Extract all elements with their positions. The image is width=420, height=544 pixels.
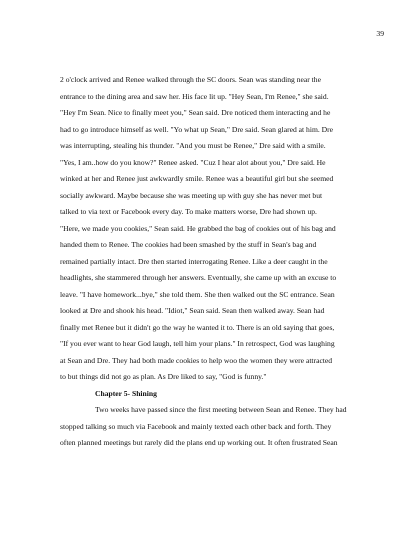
text-line: to but things did not go as plan. As Dre liked to say, "God is funny." <box>60 372 267 381</box>
text-line: often planned meetings but rarely did the plans end up working out. It often frustrated Sean <box>60 438 338 447</box>
text-line: "Yes, I am..how do you know?" Renee asked. "Cuz I hear alot about you," Dre said. He <box>60 157 326 167</box>
text-line: 2 o'clock arrived and Renee walked through the SC doors. Sean was standing near the <box>60 75 321 84</box>
text-line: was interrupting, stealing his thunder. "And you must be Renee," Dre said with a smile. <box>60 141 326 150</box>
chapter-paragraph <box>60 402 362 452</box>
text-line: stopped talking so much via Facebook and mainly texted each other back and forth. They <box>60 421 332 431</box>
text-line: finally met Renee but it didn't go the way he wanted it to. There is an old saying that goes, <box>60 322 335 332</box>
text-line: had to go introduce himself as well. "Yo what up Sean," Dre said. Sean glared at him. Dre <box>60 124 334 134</box>
text-line: "Here, we made you cookies," Sean said. He grabbed the bag of cookies out of his bag and <box>60 223 336 233</box>
chapter-heading: Chapter 5- Shining <box>95 388 157 398</box>
text-line: remained partially intact. Dre then started interrogating Renee. Like a deer caught in the <box>60 256 328 266</box>
text-line: leave. "I have homework...bye," she told them. She then walked out the SC entrance. Sean <box>60 289 335 299</box>
text-line: entrance to the dining area and saw her. His face lit up. "Hey Sean, I'm Renee," she said. <box>60 91 329 101</box>
text-line: "If you ever want to hear God laugh, tell him your plans." In retrospect, God was laughing <box>60 339 335 348</box>
paragraph-block <box>60 72 362 386</box>
text-line: winked at her and Renee just awkwardly smile. Renee was a beautiful girl but she seemed <box>60 174 334 183</box>
text-line: socially awkward. Maybe because she was meeting up with guy she has never met but <box>60 190 323 200</box>
text-line: talked to via text or Facebook every day. To make matters worse, Dre had shown up. <box>60 207 317 216</box>
text-line: "Hey I'm Sean. Nice to finally meet you," Sean said. Dre noticed them interacting and he <box>60 108 331 117</box>
text-line: at Sean and Dre. They had both made cookies to help woo the women they were attracted <box>60 355 333 365</box>
text-line: Two weeks have passed since the first meeting between Sean and Renee. They had <box>95 405 347 414</box>
text-line: headlights, she stammered through her answers. Eventually, she came up with an excuse to <box>60 273 337 282</box>
text-line: handed them to Renee. The cookies had been smashed by the stuff in Sean's bag and <box>60 240 317 249</box>
page-number: 39 <box>376 29 384 38</box>
document-body <box>60 72 362 452</box>
text-line: looked at Dre and shook his head. "Idiot," Sean said. Sean then walked away. Sean had <box>60 306 325 315</box>
